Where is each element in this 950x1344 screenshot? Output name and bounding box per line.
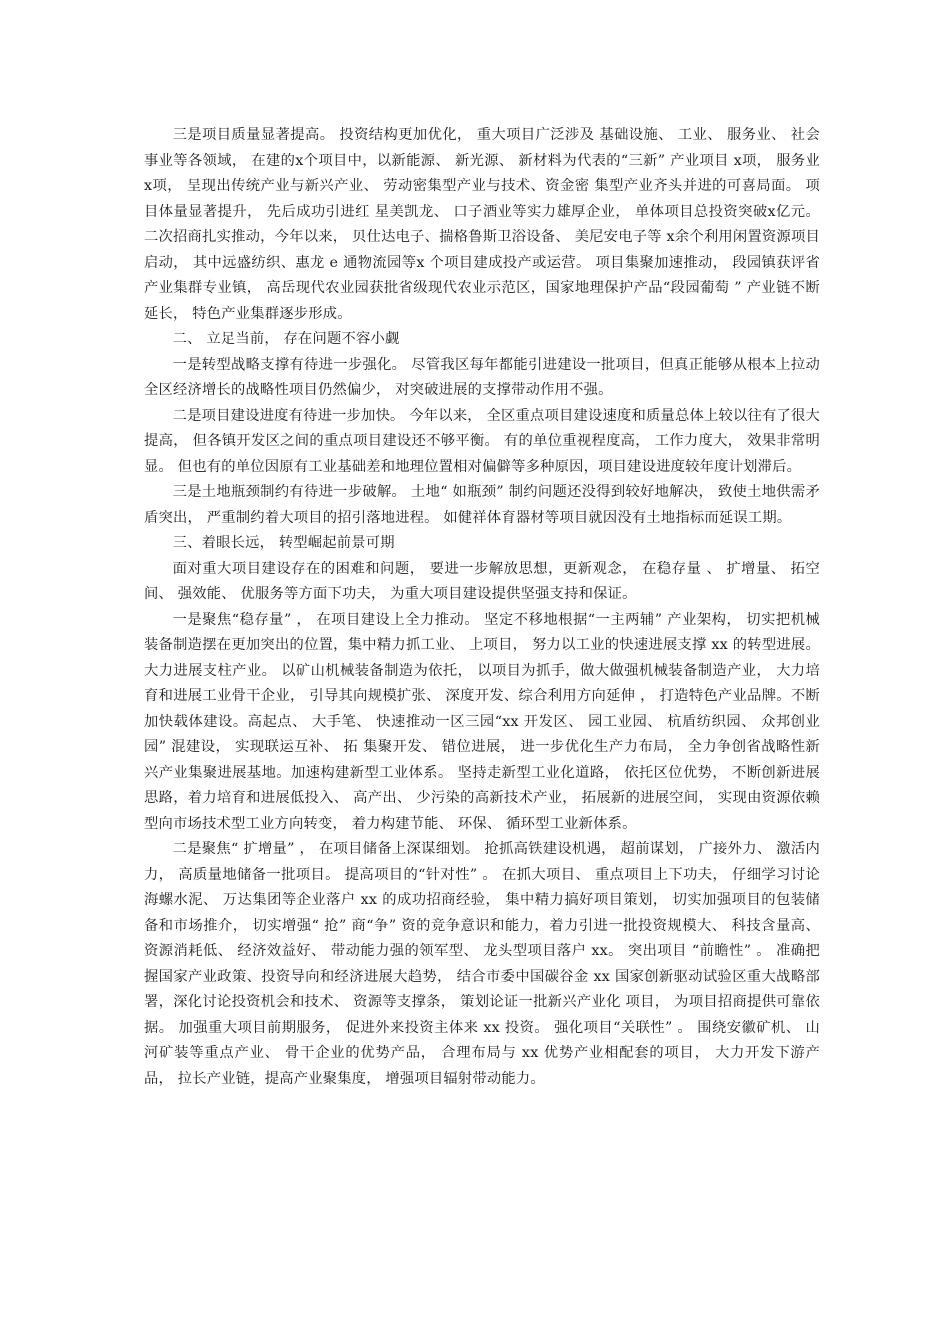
- paragraph-project-quality: 三是项目质量显著提高。 投资结构更加优化， 重大项目广泛涉及 基础设施、 工业、 服务业、 社会事业等各领域， 在建的x个项目中，以新能源、 新光源、 新材料为代表的“三新” 产业项目 x项， 服务业 x项， 呈现出传统产业与新兴产业、 劳动密集型产业与技术、资金密 集型产业齐头并进的可喜局面。 项目体量显著提升， 先后成功引进红 星美凯龙、 口子酒业等实力雄厚企业， 单体项目总投资突破x亿元。 二次招商扎实推动，今年以来， 贝仕达电子、揣格鲁斯卫浴设备、 美尼安电子等 x余个利用闲置资源项目启动， 其中远盛纺织、惠龙 e 通物流园等x 个项目建成投产或运营。 项目集聚加速推动， 段园镇获评省产业集群专业镇， 高岳现代农业园获批省级现代农业示范区，国家地理保护产品“段园葡萄 ” 产业链不断延长， 特色产业集群逐步形成。: [144, 127, 820, 322]
- paragraph-land-bottleneck: 三是土地瓶颈制约有待进一步破解。 土地“ 如瓶颈” 制约问题还没得到较好地解决， 致使土地供需矛盾突出， 严重制约着大项目的招引落地进程。 如健祥体育器材等项目就因没有土地指标而延误工期。: [144, 484, 820, 526]
- paragraph-construction-progress: 二是项目建设进度有待进一步加快。 今年以来， 全区重点项目建设速度和质量总体上较以往有了很大提高， 但各镇开发区之间的重点项目建设还不够平衡。 有的单位重视程度高， 工作力度大， 效果非常明显。 但也有的单位因原有工业基础差和地理位置相对偏僻等多种原因，项目建设进度较年度计划滞后。: [144, 407, 820, 475]
- section-heading-2: 二、 立足当前， 存在问题不容小觑: [172, 331, 400, 347]
- paragraph-stabilize-stock: 一是聚焦“稳存量” ， 在项目建设上全力推动。 坚定不移地根据“一主两辅” 产业架构， 切实把机械装备制造摆在更加突出的位置，集中精力抓工业、 上项目， 努力以工业的快速进展支撑 xx 的转型进展。 大力进展支柱产业。 以矿山机械装备制造为依托， 以项目为抓手，做大做强机械装备制造产业， 大力培育和进展工业骨干企业， 引导其向规模扩张、 深度开发、综合利用方向延伸 ， 打造特色产业品牌。不断加快载体建设。高起点、 大手笔、 快速推动一区三园“xx 开发区、 园工业园、 杭盾纺织园、 众邦创业园” 混建设， 实现联运互补、 拓 集聚开发、 错位进展， 进一步优化生产力布局， 全力争创省战略性新兴产业集聚进展基地。加速构建新型工业体系。 坚持走新型工业化道路， 依托区位优势， 不断创新进展思路，着力培育和进展低投入、 高产出、 少污染的高新技术产业， 拓展新的进展空间， 实现由资源依赖型向市场技术型工业方向转变， 着力构建节能、 环保、 循环型工业新体系。: [144, 611, 820, 832]
- section-heading-3: 三、着眼长远， 转型崛起前景可期: [172, 535, 395, 551]
- paragraph-facing-difficulties: 面对重大项目建设存在的困难和问题， 要进一步解放思想，更新观念， 在稳存量 、 扩增量、 拓空间、 强效能、 优服务等方面下功夫， 为重大项目建设提供坚强支持和保证。: [144, 560, 820, 602]
- paragraph-expand-increment: 二是聚焦“ 扩增量” ， 在项目储备上深谋细划。 抢抓高铁建设机遇， 超前谋划， 广接外力、 激活内力， 高质量地储备一批项目。 提高项目的“针对性” 。 在抓大项目、 重点项目上下功夫， 仔细学习讨论海螺水泥、 万达集团等企业落户 xx 的成功招商经验， 集中精力搞好项目策划， 切实加强项目的包装储备和市场推介， 切实增强“ 抢” 商“争” 资的竞争意识和能力，着力引进一批投资规模大、 科技含量高、 资源消耗低、 经济效益好、 带动能力强的领军型、 龙头型项目落户 xx。 突出项目 “前瞻性” 。 准确把握国家产业政策、投资导向和经济进展大趋势， 结合市委中国碳谷金 xx 国家创新驱动试验区重大战略部署，深化讨论投资机会和技术、 资源等支撑条， 策划论证一批新兴产业化 项目， 为项目招商提供可靠依据。 加强重大项目前期服务， 促进外来投资主体来 xx 投资。 强化项目“关联性” 。 围绕安徽矿机、 山河矿装等重点产业、 骨干企业的优势产品， 合理布局与 xx 优势产业相配套的项目， 大力开发下游产品， 拉长产业链，提高产业聚集度， 增强项目辐射带动能力。: [144, 841, 820, 1087]
- document-page: [144, 123, 820, 1092]
- paragraph-strategy-support: 一是转型战略支撑有待进一步强化。 尽管我区每年都能引进建设一批项目，但真正能够从根本上拉动全区经济增长的战略性项目仍然偏少， 对突破进展的支撑带动作用不强。: [144, 356, 820, 398]
